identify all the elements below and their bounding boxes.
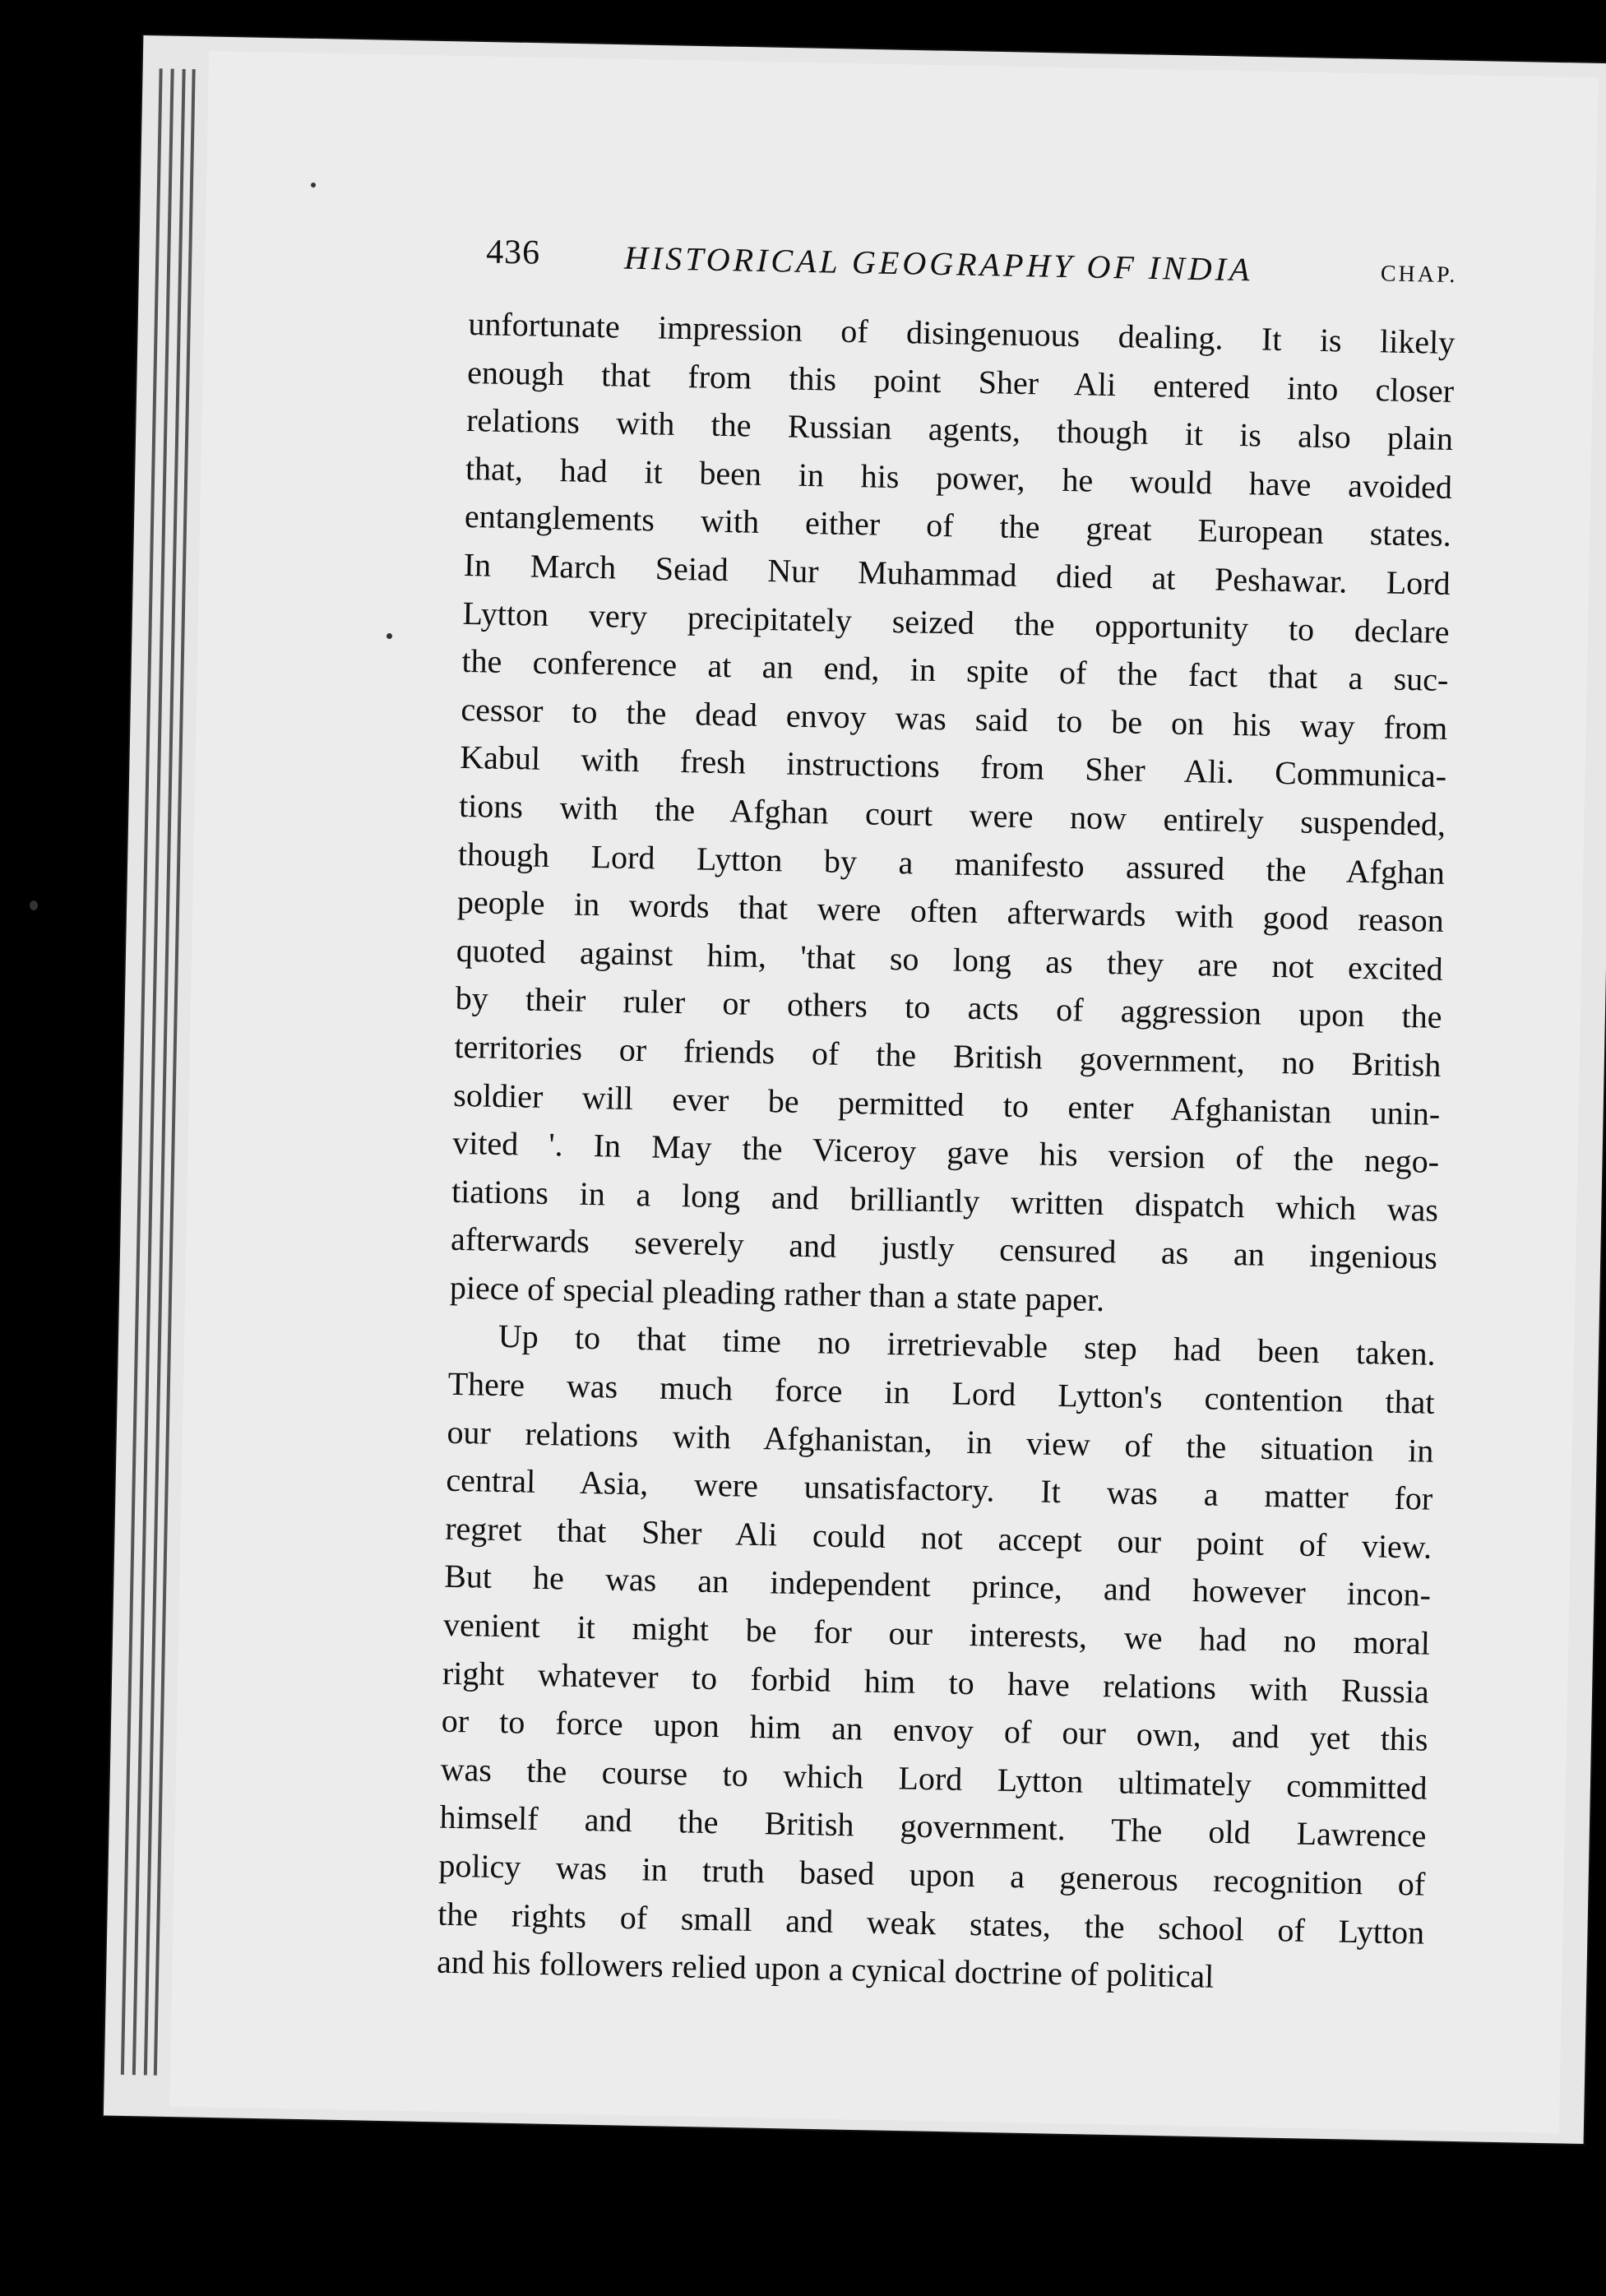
text-line: Up to that time no irretrievable step had been taken. [498,1317,1437,1373]
page-number: 436 [485,233,541,272]
page-edge [121,68,163,2075]
paragraph [437,1312,1437,2005]
text-line: piece of special pleading rather than a state paper. [449,1268,1105,1318]
text-line: Lytton very precipitately seized the opportunity to declare [462,594,1450,650]
text-line: quoted against him, 'that so long as they are not excited [456,931,1444,988]
text-line: vited '. In May the Viceroy gave his version of the nego- [451,1123,1440,1180]
scan-speck [30,900,38,910]
text-line: though Lord Lytton by a manifesto assured the Afghan [457,835,1446,891]
text-line: the conference at an end, in spite of the fact that a suc- [461,642,1449,699]
text-line: In March Seiad Nur Muhammad died at Peshawar. Lord [463,545,1451,602]
text-line: right whatever to forbid him to have relations with Russia [442,1654,1430,1710]
text-line: central Asia, were unsatisfactory. It was a matter for [446,1460,1433,1518]
text-line: Kabul with fresh instructions from Sher Ali. Communica- [459,738,1447,795]
text-line: our relations with Afghanistan, in view of the situation in [447,1413,1434,1470]
book-title: HISTORICAL GEOGRAPHY OF INDIA [623,238,1253,289]
text-line: tions with the Afghan court were now entirely suspended, [458,786,1446,843]
text-line: But he was an independent prince, and however incon- [443,1558,1432,1614]
text-line: There was much force in Lord Lytton's contention that [447,1364,1435,1421]
text-line: enough that from this point Sher Ali entered into closer [466,353,1455,410]
text-line: by their ruler or others to acts of aggression upon the [455,979,1442,1036]
text-line: tiations in a long and brilliantly written dispatch which was [451,1172,1439,1229]
text-line: venient it might be for our interests, we had no moral [442,1605,1431,1662]
text-line: unfortunate impression of disingenuous dealing. It is likely [468,304,1456,362]
text-line: cessor to the dead envoy was said to be on his way from [461,690,1448,747]
text-line: was the course to which Lord Lytton ultimately committed [440,1750,1428,1807]
text-line: soldier will ever be permitted to enter Afghanistan unin- [453,1076,1441,1132]
text-line: people in words that were often afterwards with good reason [456,882,1445,940]
text-line: afterwards severely and justly censured as an ingenious [450,1220,1438,1277]
text-line: that, had it been in his power, he would have avoided [465,449,1453,506]
body-text [437,300,1456,2005]
text-line: relations with the Russian agents, though it is also plain [465,401,1454,458]
text-line: policy was in truth based upon a generous recognition of [438,1846,1426,1903]
paragraph [449,300,1455,1331]
scan-speck [386,633,392,639]
scan-speck [311,183,316,187]
text-line: himself and the British government. The old Lawrence [439,1798,1427,1855]
text-line: territories or friends of the British government, no British [454,1027,1442,1084]
text-line: entanglements with either of the great European states. [464,498,1452,554]
chapter-mark: CHAP. [1380,261,1458,289]
text-line: regret that Sher Ali could not accept our point of view. [444,1509,1432,1566]
text-line: and his followers relied upon a cynical doctrine of political [436,1942,1215,1995]
text-line: or to force upon him an envoy of our own, and yet this [441,1701,1429,1758]
text-line: the rights of small and weak states, the school of Lytton [437,1895,1425,1951]
